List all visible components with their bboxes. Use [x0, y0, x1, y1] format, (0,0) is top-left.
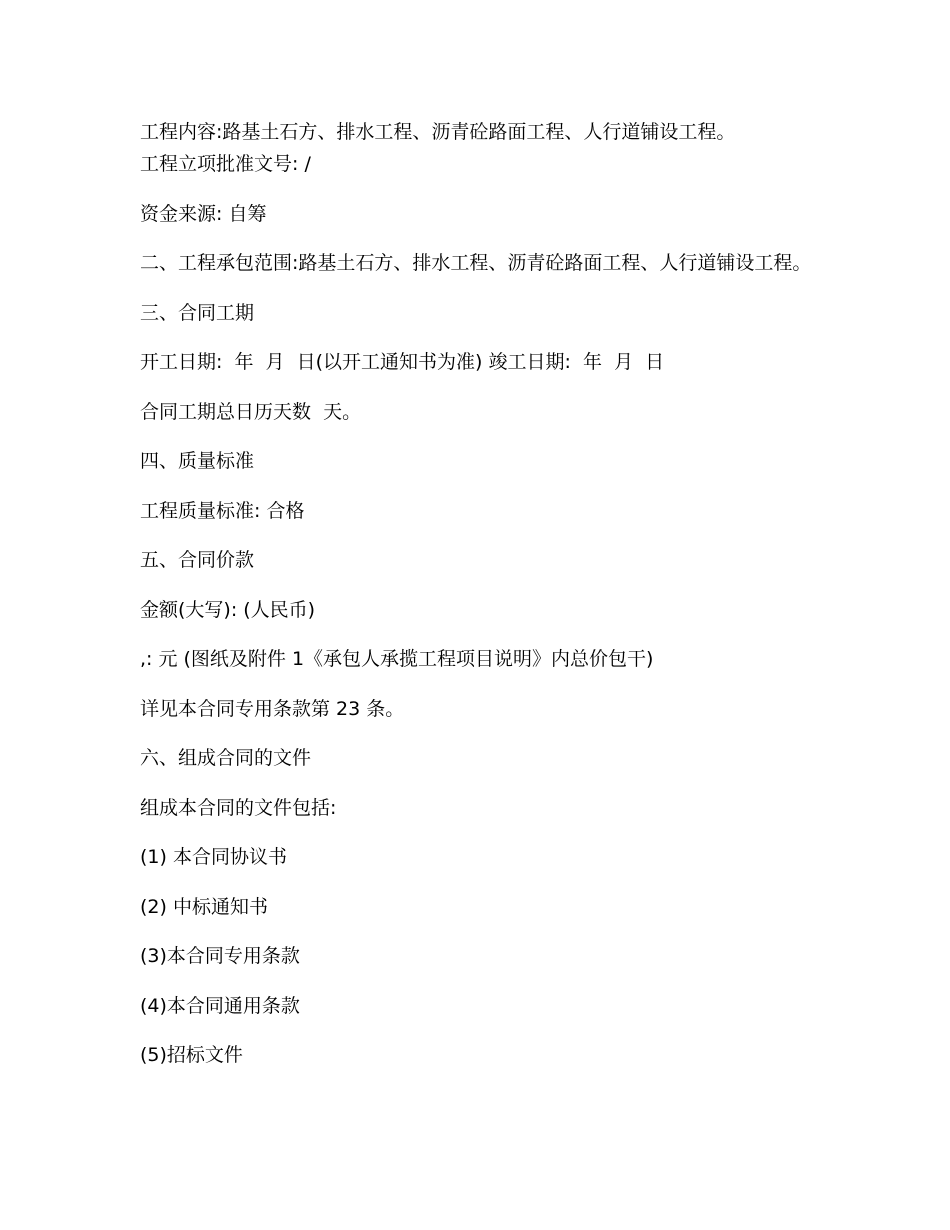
paragraph-amount-note: ,: 元 (图纸及附件 1《承包人承揽工程项目说明》内总价包干) [140, 648, 654, 670]
paragraph-quality-standard: 工程质量标准: 合格 [140, 499, 305, 522]
paragraph-amount-words: 金额(大写): (人民币) [140, 598, 316, 621]
list-item-award-notice: (2) 中标通知书 [140, 895, 268, 918]
paragraph-special-terms-ref: 详见本合同专用条款第 23 条。 [140, 697, 405, 720]
list-item-special-terms: (3)本合同专用条款 [140, 945, 300, 967]
paragraph-documents-include: 组成本合同的文件包括: [140, 796, 337, 819]
paragraph-start-end-dates: 开工日期: 年 月 日(以开工通知书为准) 竣工日期: 年 月 日 [140, 351, 665, 373]
list-item-general-terms: (4)本合同通用条款 [140, 994, 300, 1017]
paragraph-funding-source: 资金来源: 自筹 [140, 202, 267, 225]
heading-contract-period: 三、合同工期 [140, 301, 255, 324]
paragraph-total-days: 合同工期总日历天数 天。 [140, 400, 362, 423]
heading-quality-standard: 四、质量标准 [140, 450, 255, 472]
paragraph-approval-number: 工程立项批准文号: / [140, 153, 311, 175]
document-body [140, 116, 820, 1089]
paragraph-project-content: 工程内容:路基土石方、排水工程、沥青砼路面工程、人行道铺设工程。 [140, 121, 736, 143]
heading-contract-documents: 六、组成合同的文件 [140, 747, 312, 769]
paragraph-contract-scope: 二、工程承包范围:路基土石方、排水工程、沥青砼路面工程、人行道铺设工程。 [140, 252, 812, 274]
list-item-agreement: (1) 本合同协议书 [140, 846, 287, 868]
list-item-tender-documents: (5)招标文件 [140, 1044, 243, 1066]
heading-contract-price: 五、合同价款 [140, 549, 255, 571]
